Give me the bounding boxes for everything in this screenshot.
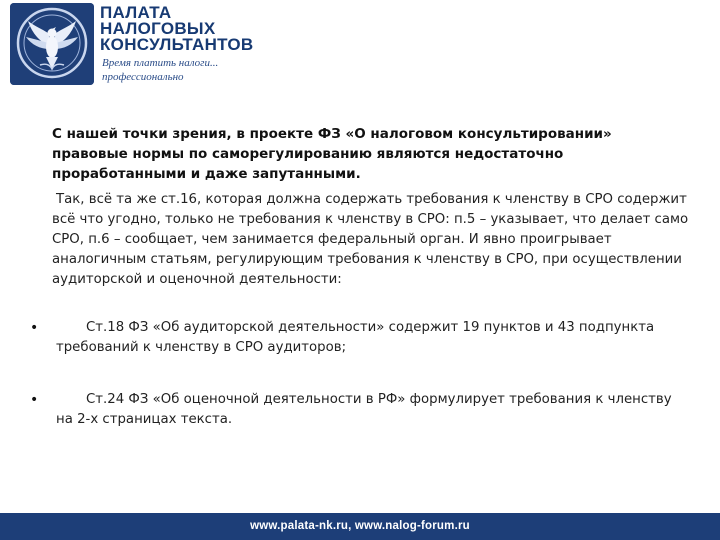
list-item-text: Ст.24 ФЗ «Об оценочной деятельности в РФ» формулирует требования к членству на 2-х страницах текста.: [56, 392, 672, 427]
org-name-line-3: КОНСУЛЬТАНТОВ: [100, 35, 254, 54]
body-paragraph: Так, всё та же ст.16, которая должна содержать требования к членству в СРО содержит всё что угодно, только не требования к членству в СРО: п.5 – указывает, что делает само СРО, п.6 – сообщает, чем занимается федеральный орган. И явно проигрывает аналогичным статьям, регулирующим требования к членству в СРО, при осуществлении аудиторской и оценочной деятельности:: [52, 192, 689, 287]
slogan: [102, 56, 218, 84]
org-name-line-2: НАЛОГОВЫХ: [100, 19, 216, 38]
slogan-line-1: Время платить налоги...: [102, 57, 219, 69]
lead-paragraph: С нашей точки зрения, в проекте ФЗ «О налоговом консультировании» правовые нормы по саморегулированию являются недостаточно проработанными и даже запутанными.: [52, 126, 612, 182]
bullet-marker: •: [30, 392, 39, 408]
list-item-text: Ст.18 ФЗ «Об аудиторской деятельности» содержит 19 пунктов и 43 подпункта требований к членству в СРО аудиторов;: [56, 320, 655, 355]
org-name-line-1: ПАЛАТА: [100, 3, 172, 22]
eagle-emblem-icon: [10, 3, 94, 85]
slogan-line-2: профессионально: [102, 71, 184, 83]
footer-links[interactable]: www.palata-nk.ru, www.nalog-forum.ru: [250, 520, 470, 532]
organization-name: [100, 5, 254, 53]
header: [0, 0, 720, 92]
footer-bar: [0, 513, 720, 540]
bullet-marker: •: [30, 320, 39, 336]
